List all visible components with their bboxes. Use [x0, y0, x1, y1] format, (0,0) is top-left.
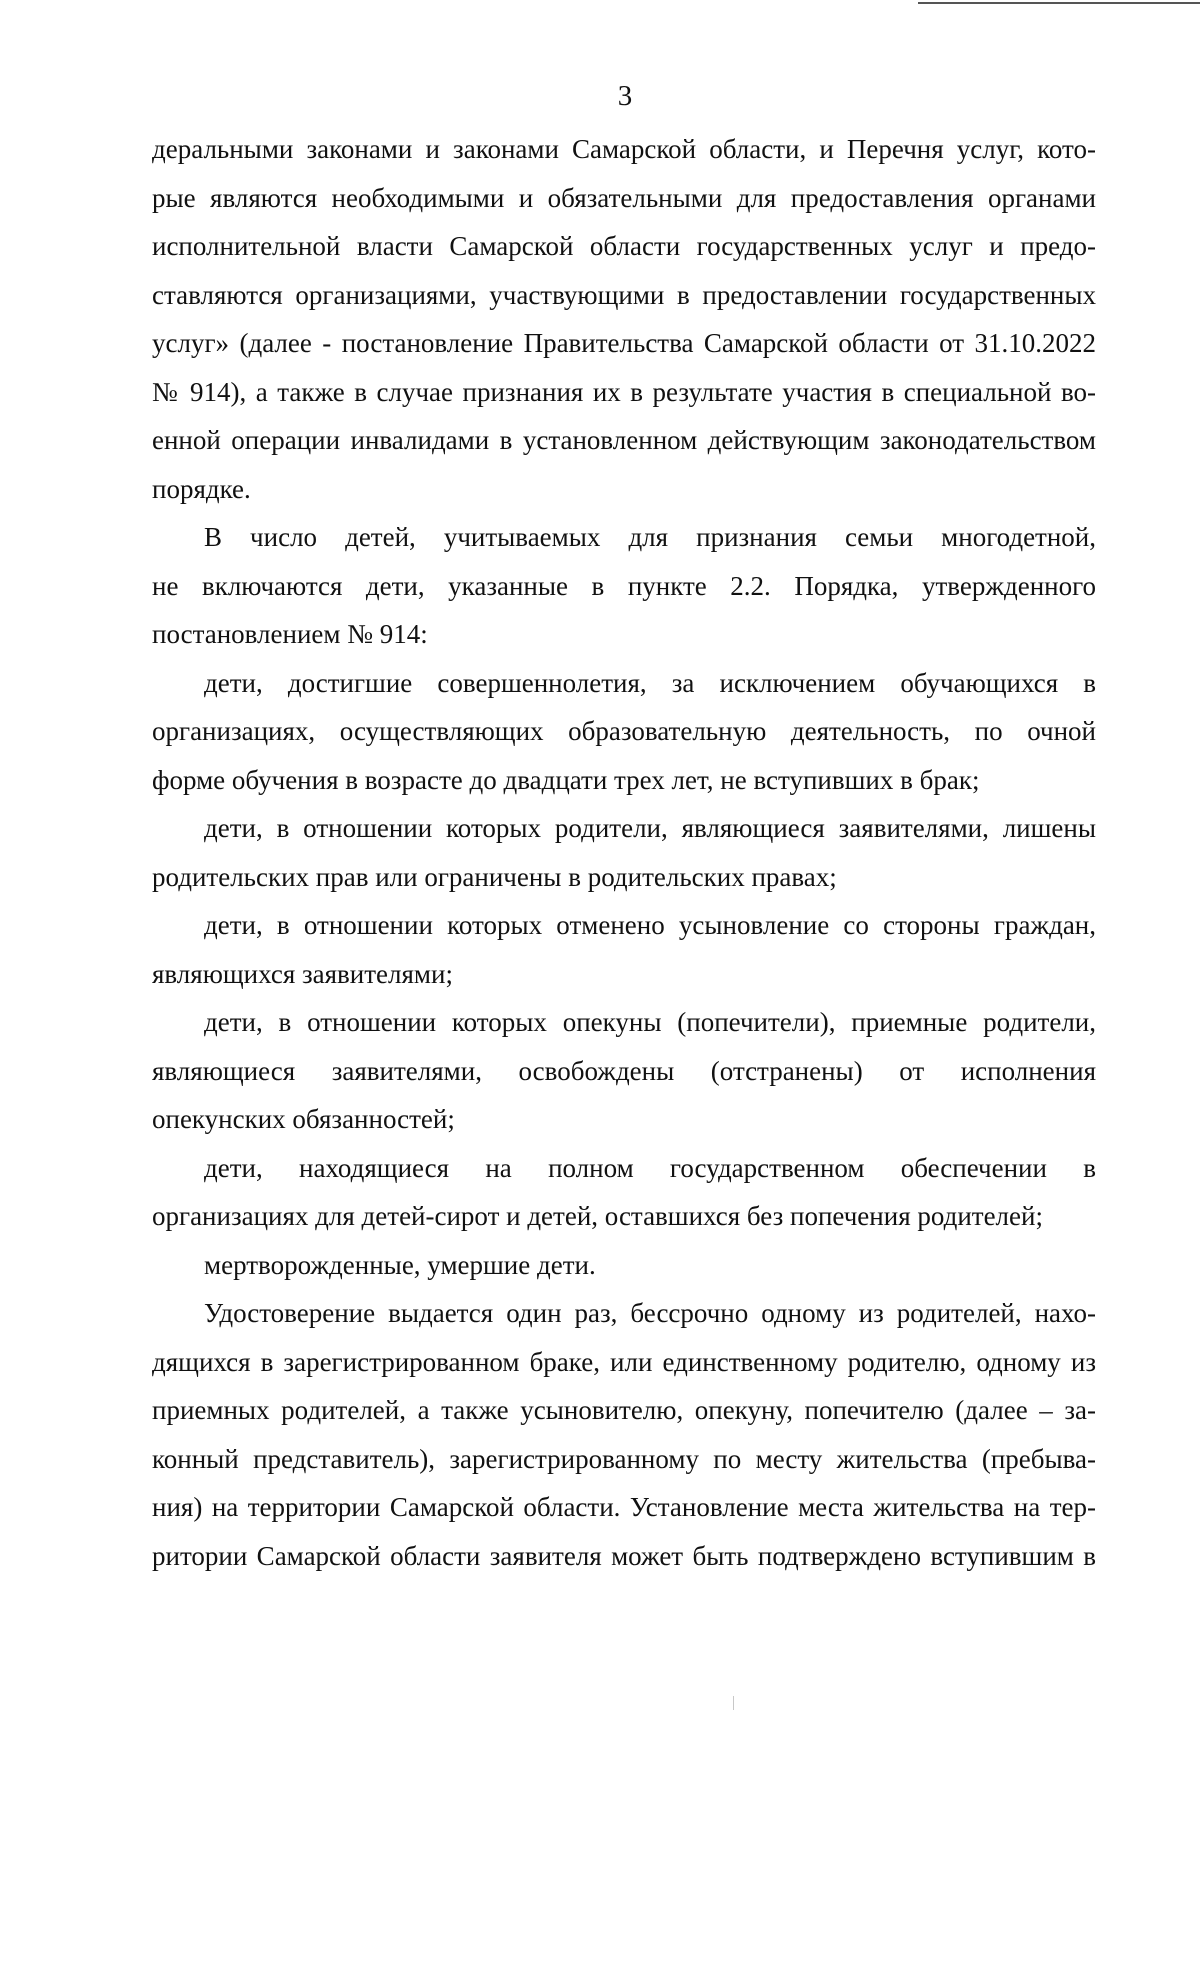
paragraph — [152, 125, 1096, 513]
text-line: исполнительной власти Самарской области государственных услуг и предо- — [152, 231, 1096, 261]
paragraph — [152, 998, 1096, 1144]
text-line: организациях, осуществляющих образовательную деятельность, по очной — [152, 716, 1096, 746]
text-line: № 914), а также в случае признания их в результате участия в специальной во- — [152, 376, 1096, 407]
text-line: приемных родителей, а также усыновителю, опекуну, попечителю (далее – за- — [152, 1395, 1096, 1425]
page-number: 3 — [617, 80, 633, 112]
text-line: ния) на территории Самарской области. Установление места жительства на тер- — [152, 1492, 1096, 1522]
text-line: постановлением № 914: — [152, 619, 428, 649]
text-line: дети, в отношении которых отменено усыновление со стороны граждан, — [204, 910, 1096, 940]
text-line: родительских прав или ограничены в родительских правах; — [152, 861, 837, 892]
paragraph — [152, 1144, 1096, 1241]
text-line: опекунских обязанностей; — [152, 1104, 455, 1134]
text-line: являющихся заявителями; — [152, 958, 453, 989]
text-line: мертворожденные, умершие дети. — [204, 1249, 596, 1280]
text-line: ритории Самарской области заявителя может быть подтверждено вступившим в — [152, 1540, 1096, 1571]
document-body — [152, 125, 1096, 1580]
text-line: деральными законами и законами Самарской области, и Перечня услуг, кото- — [152, 134, 1096, 164]
text-line: В число детей, учитываемых для признания семьи многодетной, — [204, 522, 1096, 552]
text-line: дети, в отношении которых опекуны (попечители), приемные родители, — [204, 1007, 1096, 1037]
text-line: рые являются необходимыми и обязательными для предоставления органами — [152, 182, 1096, 213]
paragraph — [152, 513, 1096, 659]
paragraph — [152, 1241, 1096, 1290]
paragraph — [152, 1289, 1096, 1580]
paragraph — [152, 804, 1096, 901]
paragraph — [152, 901, 1096, 998]
text-line: дети, в отношении которых родители, являющиеся заявителями, лишены — [204, 813, 1096, 843]
text-line: Удостоверение выдается один раз, бессрочно одному из родителей, нахо- — [204, 1298, 1096, 1328]
text-line: дети, находящиеся на полном государственном обеспечении в — [204, 1152, 1096, 1183]
text-line: ставляются организациями, участвующими в предоставлении государственных — [152, 279, 1096, 310]
paragraph — [152, 659, 1096, 805]
text-line: енной операции инвалидами в установленном действующим законодательством — [152, 425, 1096, 455]
text-line: организациях для детей-сирот и детей, оставшихся без попечения родителей; — [152, 1201, 1043, 1231]
text-line: дящихся в зарегистрированном браке, или единственному родителю, одному из — [152, 1346, 1096, 1377]
top-edge-rule — [918, 2, 1200, 4]
text-line: дети, достигшие совершеннолетия, за исключением обучающихся в — [204, 667, 1096, 698]
text-line: конный представитель), зарегистрированному по месту жительства (пребыва- — [152, 1443, 1096, 1474]
scan-artifact-mark — [733, 1696, 734, 1710]
text-line: не включаются дети, указанные в пункте 2.2. Порядка, утвержденного — [152, 570, 1096, 601]
text-line: форме обучения в возрасте до двадцати трех лет, не вступивших в брак; — [152, 764, 980, 795]
text-line: являющиеся заявителями, освобождены (отстранены) от исполнения — [152, 1055, 1096, 1086]
text-line: услуг» (далее - постановление Правительства Самарской области от 31.10.2022 — [152, 328, 1096, 358]
text-line: порядке. — [152, 473, 251, 504]
